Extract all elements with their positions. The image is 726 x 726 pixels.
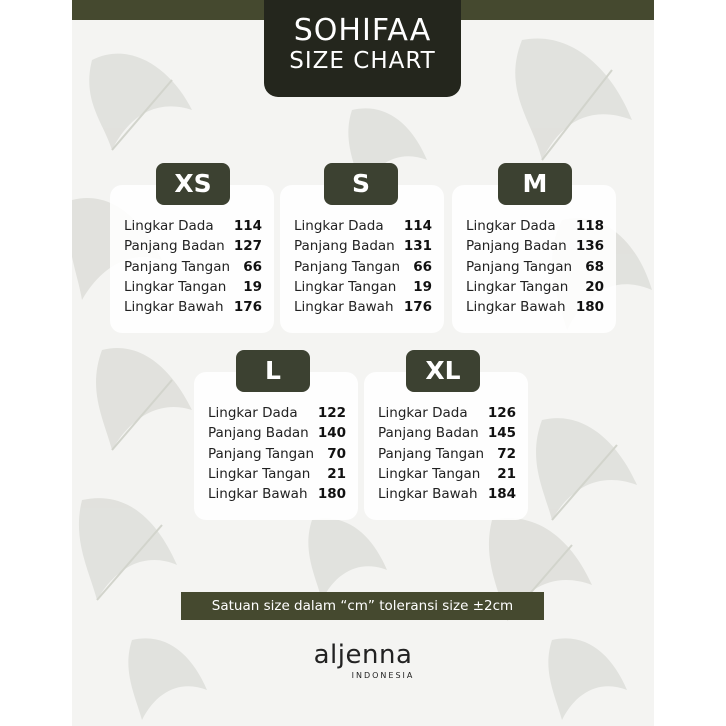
size-row (124, 216, 262, 236)
size-row (294, 236, 432, 256)
row-value: 180 (575, 299, 604, 316)
size-row (378, 464, 516, 484)
row-label: Panjang Badan (378, 425, 479, 442)
size-row (466, 236, 604, 256)
size-row (294, 297, 432, 317)
size-row (208, 444, 346, 464)
row-value: 21 (497, 466, 516, 483)
row-label: Lingkar Dada (378, 405, 468, 422)
row-value: 131 (403, 238, 432, 255)
size-row (378, 484, 516, 504)
row-label: Panjang Tangan (378, 445, 485, 462)
size-chart-subtitle: SIZE CHART (289, 48, 436, 74)
row-label: Panjang Tangan (124, 258, 231, 275)
row-label: Lingkar Dada (208, 405, 298, 422)
size-row (208, 464, 346, 484)
row-label: Lingkar Dada (294, 218, 384, 235)
row-value: 68 (585, 258, 604, 275)
row-label: Lingkar Tangan (124, 279, 227, 296)
size-row (378, 423, 516, 443)
size-row (294, 257, 432, 277)
size-row (466, 297, 604, 317)
size-rows-l (208, 403, 346, 504)
row-label: Panjang Badan (208, 425, 309, 442)
size-row (466, 257, 604, 277)
row-value: 127 (233, 238, 262, 255)
size-badge-xl: XL (406, 350, 480, 392)
row-value: 118 (575, 218, 604, 235)
row-value: 20 (585, 279, 604, 296)
row-label: Lingkar Bawah (208, 486, 308, 503)
row-value: 66 (413, 258, 432, 275)
brand-subtitle: INDONESIA (351, 671, 415, 680)
size-row (378, 444, 516, 464)
row-label: Lingkar Tangan (378, 466, 481, 483)
row-label: Panjang Tangan (466, 258, 573, 275)
row-value: 145 (487, 425, 516, 442)
size-row (124, 257, 262, 277)
size-row (294, 216, 432, 236)
row-value: 114 (403, 218, 432, 235)
row-label: Lingkar Bawah (378, 486, 478, 503)
size-row (294, 277, 432, 297)
row-value: 176 (403, 299, 432, 316)
size-row (124, 277, 262, 297)
row-label: Panjang Tangan (294, 258, 401, 275)
row-value: 176 (233, 299, 262, 316)
size-badge-xs: XS (156, 163, 230, 205)
row-label: Lingkar Bawah (466, 299, 566, 316)
product-title: SOHIFAA (293, 13, 432, 48)
brand-logo (292, 640, 434, 680)
row-value: 180 (317, 486, 346, 503)
row-label: Lingkar Tangan (294, 279, 397, 296)
size-badge-l: L (236, 350, 310, 392)
row-label: Lingkar Tangan (208, 466, 311, 483)
unit-tolerance-note: Satuan size dalam “cm” toleransi size ±2cm (181, 592, 544, 620)
row-value: 122 (317, 405, 346, 422)
size-row (208, 423, 346, 443)
size-rows-m (466, 216, 604, 317)
row-label: Lingkar Bawah (294, 299, 394, 316)
title-tab (264, 0, 461, 97)
row-value: 19 (413, 279, 432, 296)
row-label: Panjang Badan (124, 238, 225, 255)
row-label: Panjang Badan (294, 238, 395, 255)
row-label: Lingkar Dada (466, 218, 556, 235)
row-label: Lingkar Bawah (124, 299, 224, 316)
size-row (378, 403, 516, 423)
row-value: 70 (327, 445, 346, 462)
size-row (208, 484, 346, 504)
size-row (124, 297, 262, 317)
row-label: Lingkar Tangan (466, 279, 569, 296)
size-row (208, 403, 346, 423)
row-value: 136 (575, 238, 604, 255)
size-row (124, 236, 262, 256)
size-rows-xs (124, 216, 262, 317)
size-rows-xl (378, 403, 516, 504)
row-value: 184 (487, 486, 516, 503)
row-label: Lingkar Dada (124, 218, 214, 235)
row-value: 66 (243, 258, 262, 275)
row-value: 19 (243, 279, 262, 296)
row-value: 21 (327, 466, 346, 483)
size-badge-m: M (498, 163, 572, 205)
size-row (466, 216, 604, 236)
row-value: 140 (317, 425, 346, 442)
row-label: Panjang Tangan (208, 445, 315, 462)
row-value: 114 (233, 218, 262, 235)
size-badge-s: S (324, 163, 398, 205)
row-value: 72 (497, 445, 516, 462)
row-value: 126 (487, 405, 516, 422)
size-chart-poster (72, 0, 654, 726)
row-label: Panjang Badan (466, 238, 567, 255)
size-row (466, 277, 604, 297)
brand-name: aljenna (313, 640, 413, 670)
size-rows-s (294, 216, 432, 317)
